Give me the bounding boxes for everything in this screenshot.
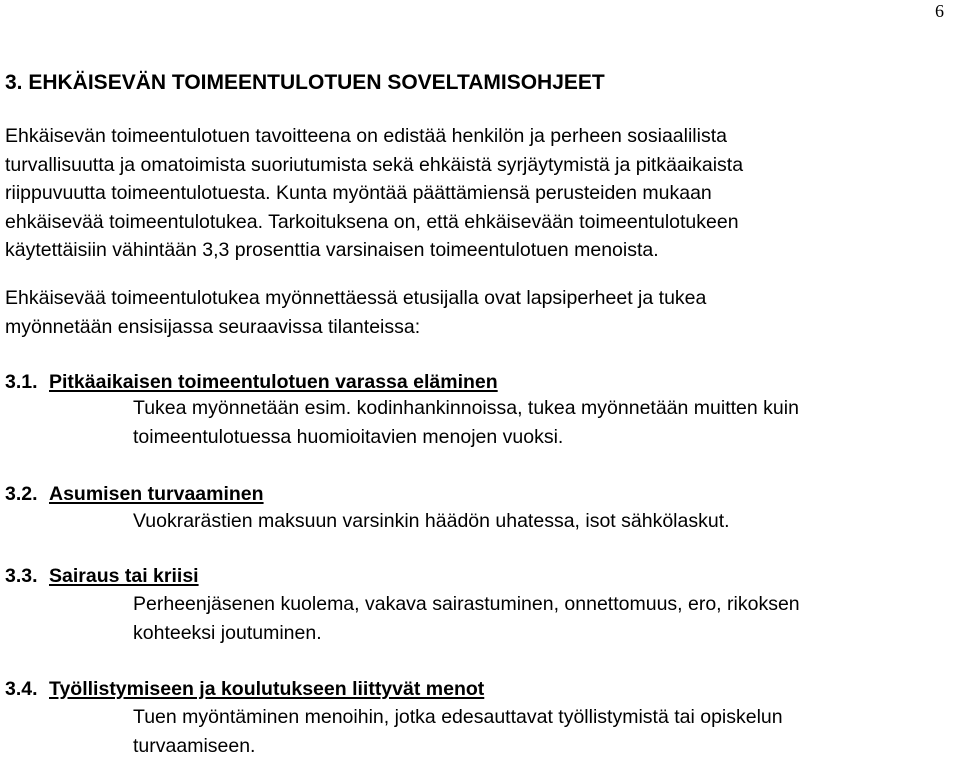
section-number: 3.2. [5,481,49,507]
section-number: 3.1. [5,369,49,395]
text-line: Tukea myönnetään esim. kodinhankinnoissa, tukea myönnetään muitten kuin [133,394,799,423]
text-line: Perheenjäsenen kuolema, vakava sairastuminen, onnettomuus, ero, rikoksen [133,590,800,619]
page-number: 6 [935,0,944,22]
section-title: Pitkäaikaisen toimeentulotuen varassa eläminen [49,371,498,393]
text-line: käytettäisiin vähintään 3,3 prosenttia varsinaisen toimeentulotuen menoista. [5,236,743,265]
text-line: riippuvuutta toimeentulotuesta. Kunta myöntää päättämiensä perusteiden mukaan [5,179,743,208]
text-line: ehkäisevää toimeentulotukea. Tarkoituksena on, että ehkäisevään toimeentulotukeen [5,208,743,237]
section-number: 3.3. [5,563,49,589]
main-heading: 3. EHKÄISEVÄN TOIMEENTULOTUEN SOVELTAMISOHJEET [5,70,605,96]
section-heading-3-4 [5,676,484,702]
section-heading-3-1 [5,369,498,395]
text-line: Ehkäisevää toimeentulotukea myönnettäessä etusijalla ovat lapsiperheet ja tukea [5,284,706,313]
text-line: kohteeksi joutuminen. [133,619,800,648]
section-number: 3.4. [5,676,49,702]
section-heading-3-3 [5,563,199,589]
text-line: myönnetään ensisijassa seuraavissa tilanteissa: [5,313,706,342]
section-title: Työllistymiseen ja koulutukseen liittyvät menot [49,678,484,700]
intro-paragraph [5,122,743,265]
section-heading-3-2 [5,481,264,507]
section-body-3-1 [133,394,799,451]
text-line: turvaamiseen. [133,732,783,760]
section-title: Asumisen turvaaminen [49,483,264,505]
text-line: Vuokrarästien maksuun varsinkin häädön uhatessa, isot sähkölaskut. [133,507,730,536]
section-title: Sairaus tai kriisi [49,565,199,587]
text-line: toimeentulotuessa huomioitavien menojen vuoksi. [133,423,799,452]
section-body-3-2 [133,507,730,536]
section-body-3-4 [133,703,783,760]
priority-paragraph [5,284,706,341]
text-line: Tuen myöntäminen menoihin, jotka edesauttavat työllistymistä tai opiskelun [133,703,783,732]
section-body-3-3 [133,590,800,647]
text-line: Ehkäisevän toimeentulotuen tavoitteena on edistää henkilön ja perheen sosiaalilista [5,122,743,151]
text-line: turvallisuutta ja omatoimista suoriutumista sekä ehkäistä syrjäytymistä ja pitkäaikaista [5,151,743,180]
